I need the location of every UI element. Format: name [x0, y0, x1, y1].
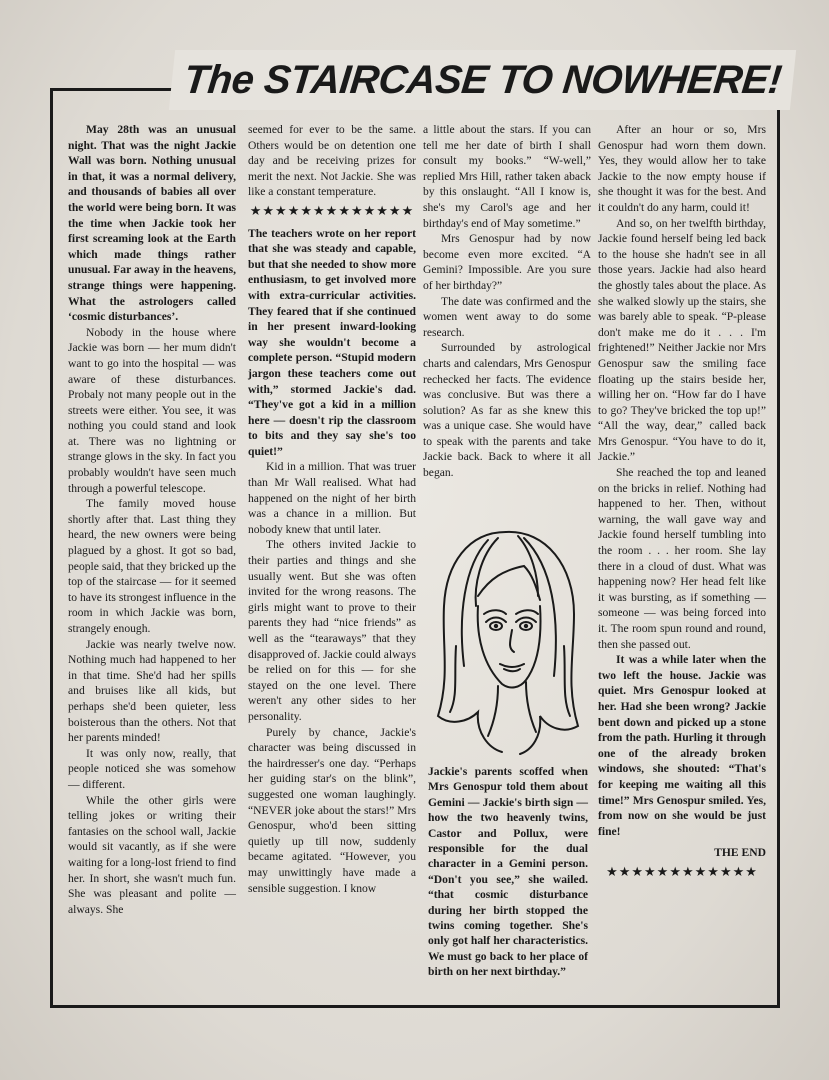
col1-paragraph-3: The family moved house shortly after that. Last thing they heard, the new owners were being plagued by a ghost. It got so bad, people said, that they bricked up the top of the staircase — for it seemed to have its strongest influence in the room in which Jackie was born, strangely enough. — [68, 497, 236, 635]
the-end-label: THE END — [714, 846, 766, 860]
col4-paragraph-bold: It was a while later when the two left the house. Jackie was quiet. Mrs Genospur looked at her. Had she been wrong? Jackie bent down and picked up a stone from the path. Hurling it through one of the already broken windows, she shouted: “That's for keeping me waiting all this time!” Mrs Genospur smiled. Yes, from now on she would be just fine! — [598, 653, 766, 838]
col1-paragraph-4: Jackie was nearly twelve now. Nothing much had happened to her in that time. She'd had her spills and bruises like all kids, but perhaps she'd been quieter, less boisterous than the others. Not that her parents minded! — [68, 637, 236, 745]
col1-paragraph-6: While the other girls were telling jokes or writing their fantasies on the school wall, Jackie would sit vacantly, as if she were waiting for a long-lost friend to find her. In short, she wasn't much fun. She was pleasant and polite — always. She — [68, 793, 236, 916]
col4-paragraph-2: And so, on her twelfth birthday, Jackie found herself being led back to the house she hadn't see in all those years. Jackie had also heard the ghostly tales about the place. As she walked slowly up the stairs, she was barely able to speak. “P-please don't make me do it . . . I'm frightened!” Neither Jackie nor Mrs Genospur saw the smiling face floating up the stairs beside her, willing her on. “How far do I have to go? They've bricked the top up!” “All the way, dear,” called back Mrs Genospur. “You have to do it, Jackie.” — [598, 216, 766, 464]
column-1 — [68, 122, 236, 917]
col1-paragraph-2: Nobody in the house where Jackie was born — her mum didn't want to go into the hospital — was aware of these disturbances. Probaly not many people out in the streets were either. You see, it was nothing you could stand and look at. There was no lightning or strange glows in the sky. In fact you probably wouldn't have seen much through a powerful telescope. — [68, 325, 236, 495]
star-divider-end: ★★★★★★★★★★★★ — [606, 864, 758, 880]
col2-paragraph-2: Kid in a million. That was truer than Mr Wall realised. What had happened on the night of her birth was a chance in a million. But nobody knew that until later. — [248, 460, 416, 536]
col1-paragraph-5: It was only now, really, that people noticed she was somehow — different. — [68, 746, 236, 791]
col1-paragraph-1: May 28th was an unusual night. That was the night Jackie Wall was born. Nothing unusual in that, it was a normal delivery, and thousands of babies all over the world were being born. It was the time when Jackie took her first screaming look at the Earth which made things rather unusual. Far away in the heavens, strange things were happening. What the astrologers called ‘cosmic disturbances’. — [68, 123, 236, 324]
col3-paragraph-3: The date was confirmed and the women went away to do some research. — [423, 294, 591, 339]
col4-paragraph-1: After an hour or so, Mrs Genospur had worn them down. Yes, they would allow her to take Jackie to the now empty house if she thought it was for the best. And it couldn't do any harm, could it! — [598, 123, 766, 214]
column-4 — [598, 122, 766, 887]
col3-paragraph-1: a little about the stars. If you can tell me her date of birth I shall consult my books.” “W-well,” replied Mrs Hill, rather taken aback by this onslaught. “All I know is, she's my Carol's age and her birthday's end of May sometime.” — [423, 123, 591, 230]
col2-paragraph-4: Purely by chance, Jackie's character was being discussed in the hairdresser's one day. “Perhaps her guiding star's on the blink”, suggested one woman laughingly. “NEVER joke about the stars!” Mrs Genospur, who'd been sitting quietly up till now, suddenly became agitated. “However, you may unwittingly have made a sensible suggestion. I know — [248, 725, 416, 895]
col4-paragraph-3: She reached the top and leaned on the bricks in relief. Nothing had happened to her. Then, without warning, the wall gave way and Jackie found herself tumbling into the room . . . her room. She lay there in a cloud of dust. What was happening now? Her head felt like it was bursting, as if something — someone — was being forced into it. The room spun round and round, then she passed out. — [598, 466, 766, 651]
column-3 — [423, 122, 591, 481]
illustration-girl-portrait — [428, 526, 588, 758]
story-title: The STAIRCASE TO NOWHERE! — [169, 50, 796, 110]
column-2 — [248, 122, 416, 896]
col2-paragraph-bold: The teachers wrote on her report that she was steady and capable, but that she needed to show more enthusiasm, to get involved more with extra-curricular activities. They feared that if she continued in her present inward-looking way she wouldn't become a complete person. “Stupid modern jargon these teachers come out with,” stormed Jackie's dad. “They've got a kid in a million here — doesn't rip the classroom to bits and they say she's too quiet!” — [248, 226, 416, 458]
star-divider: ★★★★★★★★★★★★★ — [249, 203, 415, 219]
col3-paragraph-2: Mrs Genospur had by now become even more excited. “A Gemini? Impossible. Are you sure of her birthday?” — [423, 232, 591, 292]
col2-paragraph-1: seemed for ever to be the same. Others would be on detention one day and be receiving prizes for merit the next. Not Jackie. She was like a constant temperature. — [248, 123, 416, 199]
illustration-caption: Jackie's parents scoffed when Mrs Genospur told them about Gemini — Jackie's birth sign — how the two heavenly twins, Castor and Pollux, were responsible for the dual character in a Gemini person. “Don't you see,” she wailed. “that cosmic disturbance during her birth stopped the twins coming together. She's only got half her characteristics. We must go back to her place of birth on her next birthday.” — [428, 765, 588, 979]
col2-paragraph-3: The others invited Jackie to their parties and things and she usually went. But she was often invited for the wrong reasons. The girls might want to prove to their parents they had “nice friends” as well as the “tearaways” that they disapproved of. Jackie could always be relied on for this — for she stayed on the one level. There weren't any other sides to her personality. — [248, 538, 416, 723]
col3-paragraph-4: Surrounded by astrological charts and calendars, Mrs Genospur rechecked her facts. The evidence was conclusive. But was there a solution? As far as she knew this was a unique case. She would have to speak with the parents and take Jackie back. Back to where it all began. — [423, 341, 591, 480]
